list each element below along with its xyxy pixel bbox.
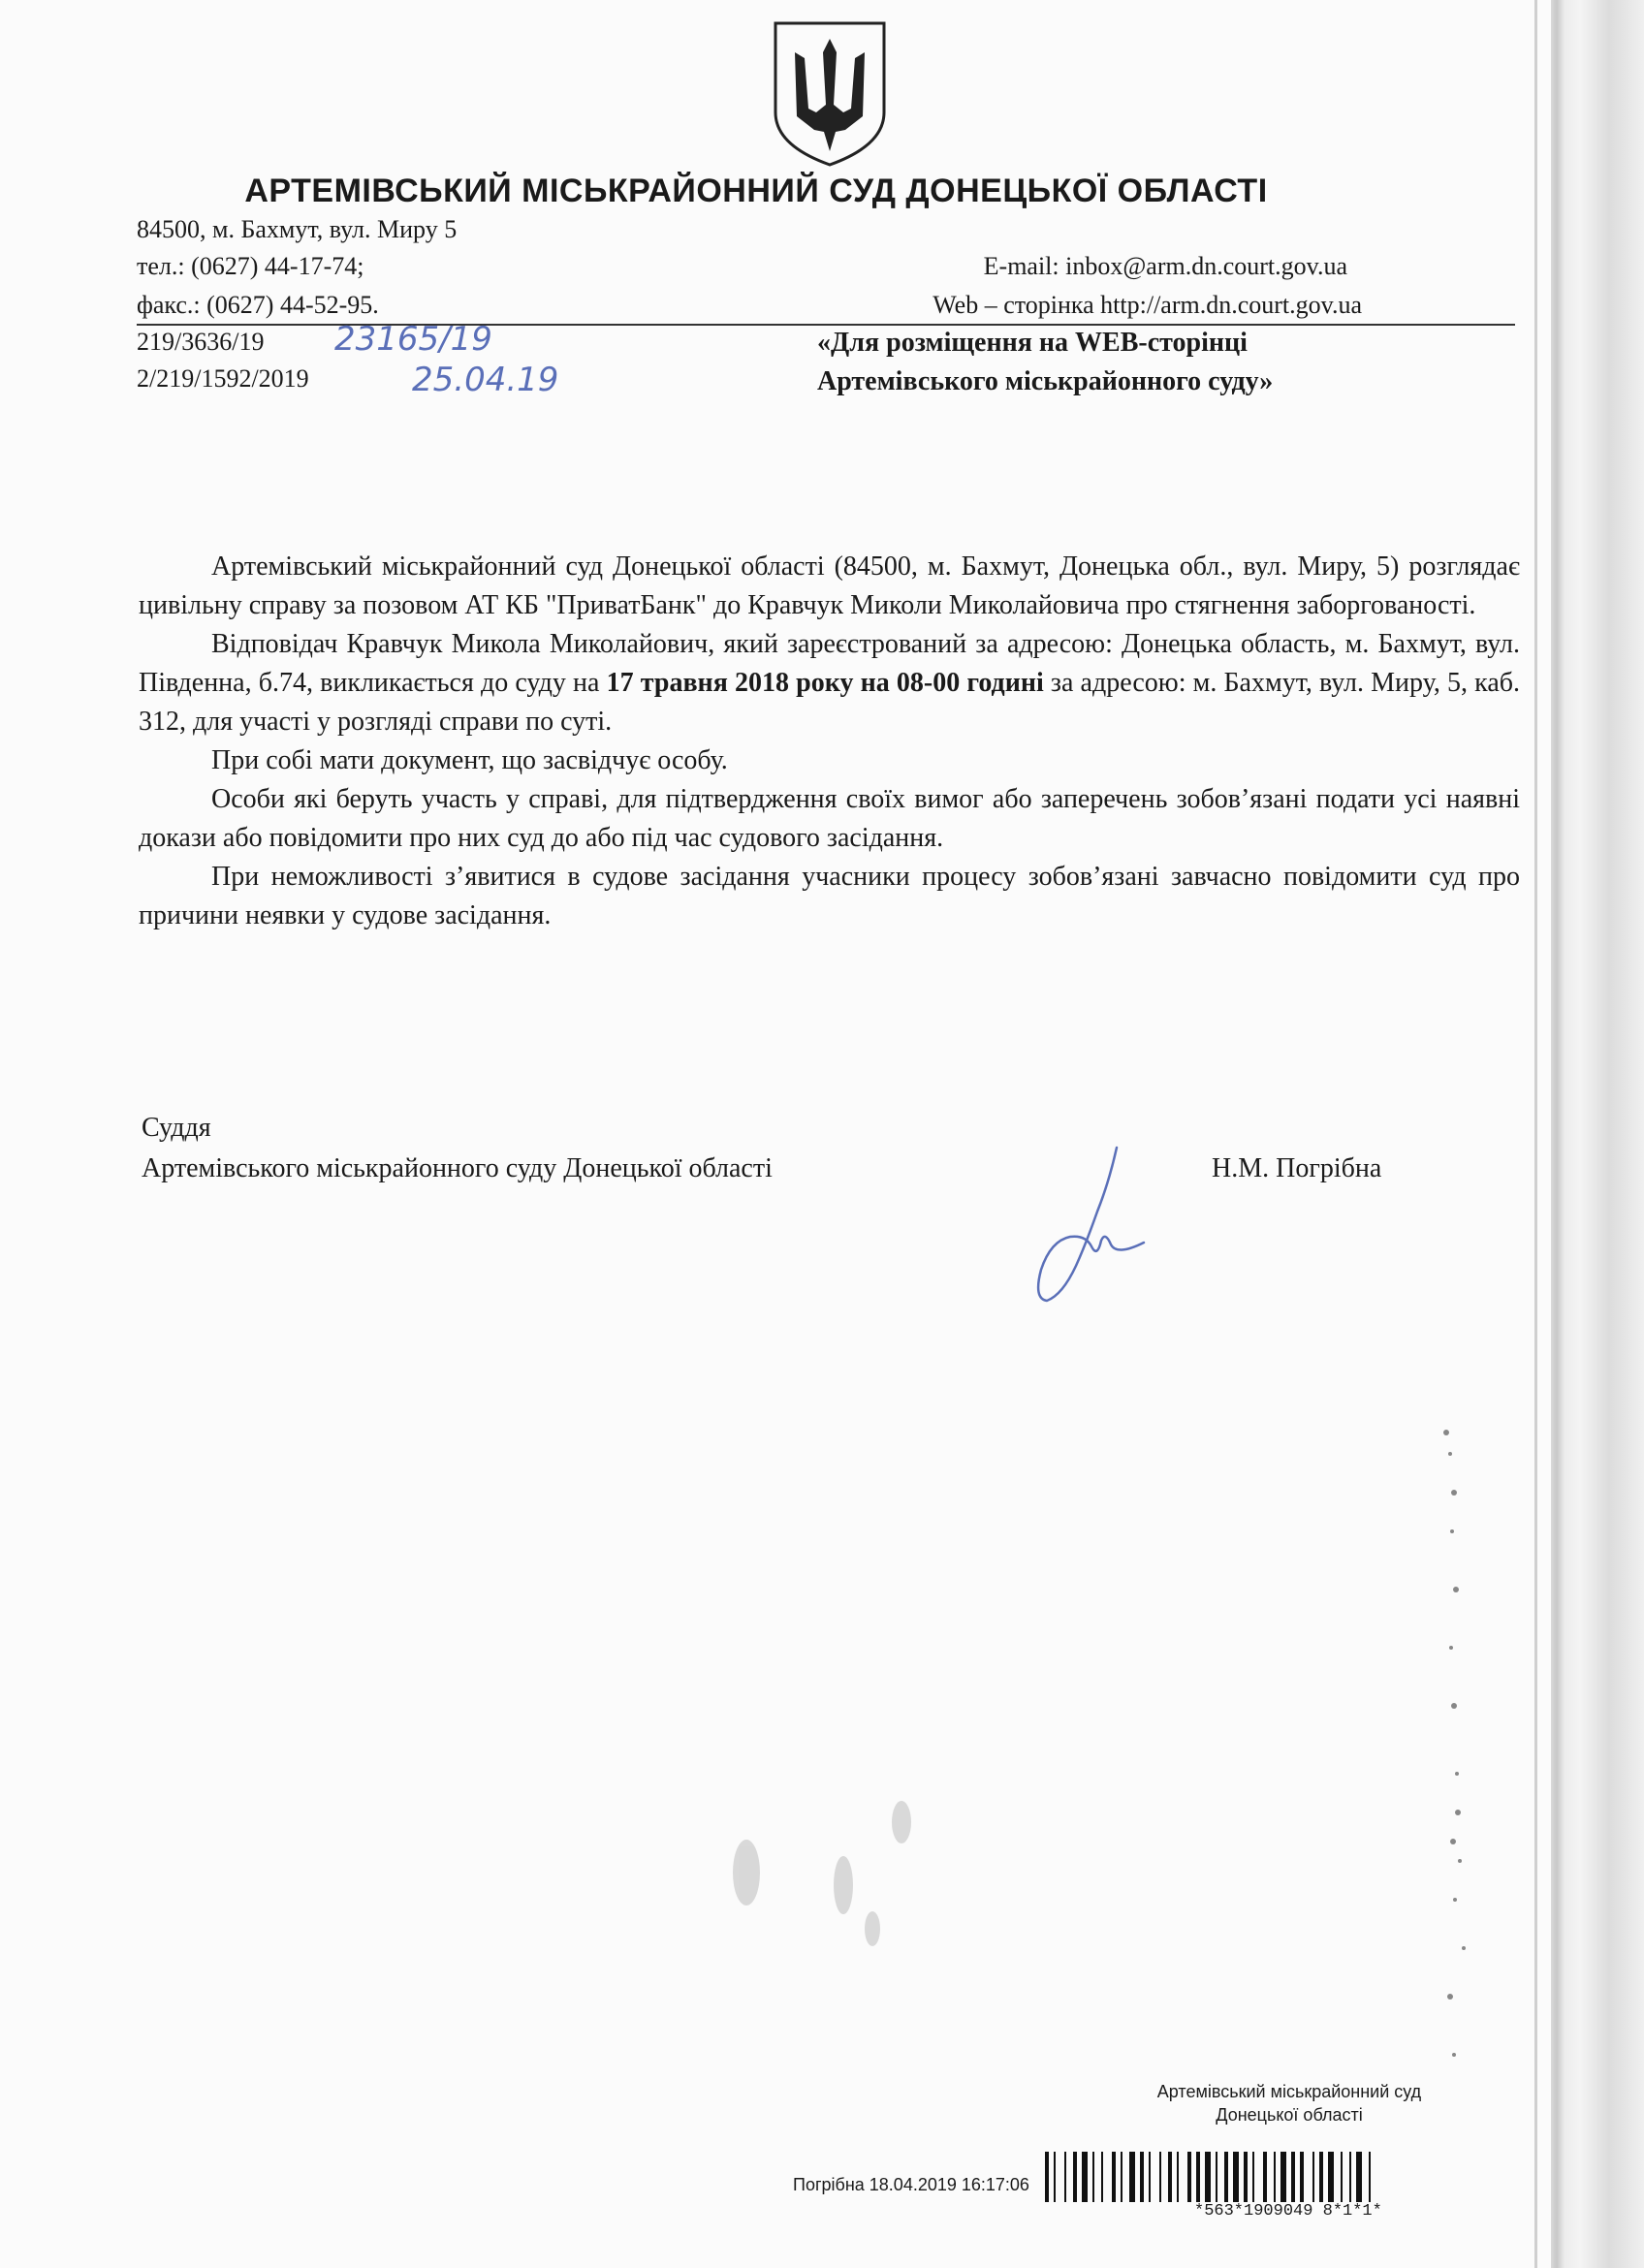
barcode-icon: [1045, 2152, 1522, 2202]
paragraph-case: Артемівський міськрайонний суд Донецької області (84500, м. Бахмут, Донецька обл., вул. Миру, 5) розглядає цивільну справу за позовом АТ КБ "ПриватБанк" до Кравчук Миколи Миколайовича про стягнення заборгованості.: [139, 551, 1520, 620]
signature-role: Суддя: [142, 1113, 211, 1143]
case-number-2: 2/219/1592/2019: [137, 364, 309, 393]
paragraph-summons: Відповідач Кравчук Микола Миколайович, який зареєстрований за адресою: Донецька область, м. Бахмут, вул. Південна, б.74, викликається до суду на 17 травня 2018 року на 08-00 годині за адресою: м. Бахмут, вул. Миру, 5, каб. 312, для участі у розгляді справи по суті.: [139, 629, 1520, 737]
registration-stamp: Погрібна 18.04.2019 16:17:06: [793, 2175, 1029, 2194]
publication-note-line1: «Для розміщення на WEB-сторінці: [817, 328, 1248, 358]
handwritten-registration-date: 25.04.19: [412, 361, 559, 399]
barcode-number: *563*1909049 8*1*1*: [1194, 2202, 1382, 2221]
coat-of-arms-trident-icon: [770, 19, 890, 169]
hearing-date: 17 травня 2018 року на 08-00 годині: [606, 668, 1044, 698]
notice-body: [139, 548, 1520, 935]
paragraph-id: При собі мати документ, що засвідчує особу.: [211, 745, 728, 775]
handwritten-signature-icon: [1008, 1144, 1192, 1308]
signature-court: Артемівського міськрайонного суду Донецької області: [142, 1153, 773, 1183]
scanned-page-edge: [1551, 0, 1644, 2268]
court-title: АРТЕМІВСЬКИЙ МІСЬКРАЙОННИЙ СУД ДОНЕЦЬКОЇ ОБЛАСТІ: [244, 173, 1268, 209]
paragraph-absence: При неможливості з’явитися в судове засідання учасники процесу зобов’язані завчасно повідомити суд про причини неявки у судове засідання.: [139, 862, 1520, 930]
court-phone: тел.: (0627) 44-17-74;: [137, 252, 364, 280]
case-number-1: 219/3636/19: [137, 328, 265, 356]
stamp-court-name: Артемівський міськрайонний суд Донецької області: [1156, 2082, 1422, 2125]
court-address: 84500, м. Бахмут, вул. Миру 5: [137, 215, 458, 243]
judge-name: Н.М. Погрібна: [1212, 1153, 1382, 1183]
court-fax: факс.: (0627) 44-52-95.: [137, 291, 379, 319]
court-email: E-mail: inbox@arm.dn.court.gov.ua: [983, 252, 1347, 280]
publication-note-line2: Артемівського міськрайонного суду»: [817, 366, 1274, 396]
paragraph-evidence: Особи які беруть участь у справі, для підтвердження своїх вимог або заперечень зобов’язані подати усі наявні докази або повідомити про них суд до або під час судового засідання.: [139, 784, 1520, 853]
handwritten-registration-number: 23165/19: [334, 320, 492, 359]
court-website: Web – сторінка http://arm.dn.court.gov.ua: [933, 291, 1362, 319]
